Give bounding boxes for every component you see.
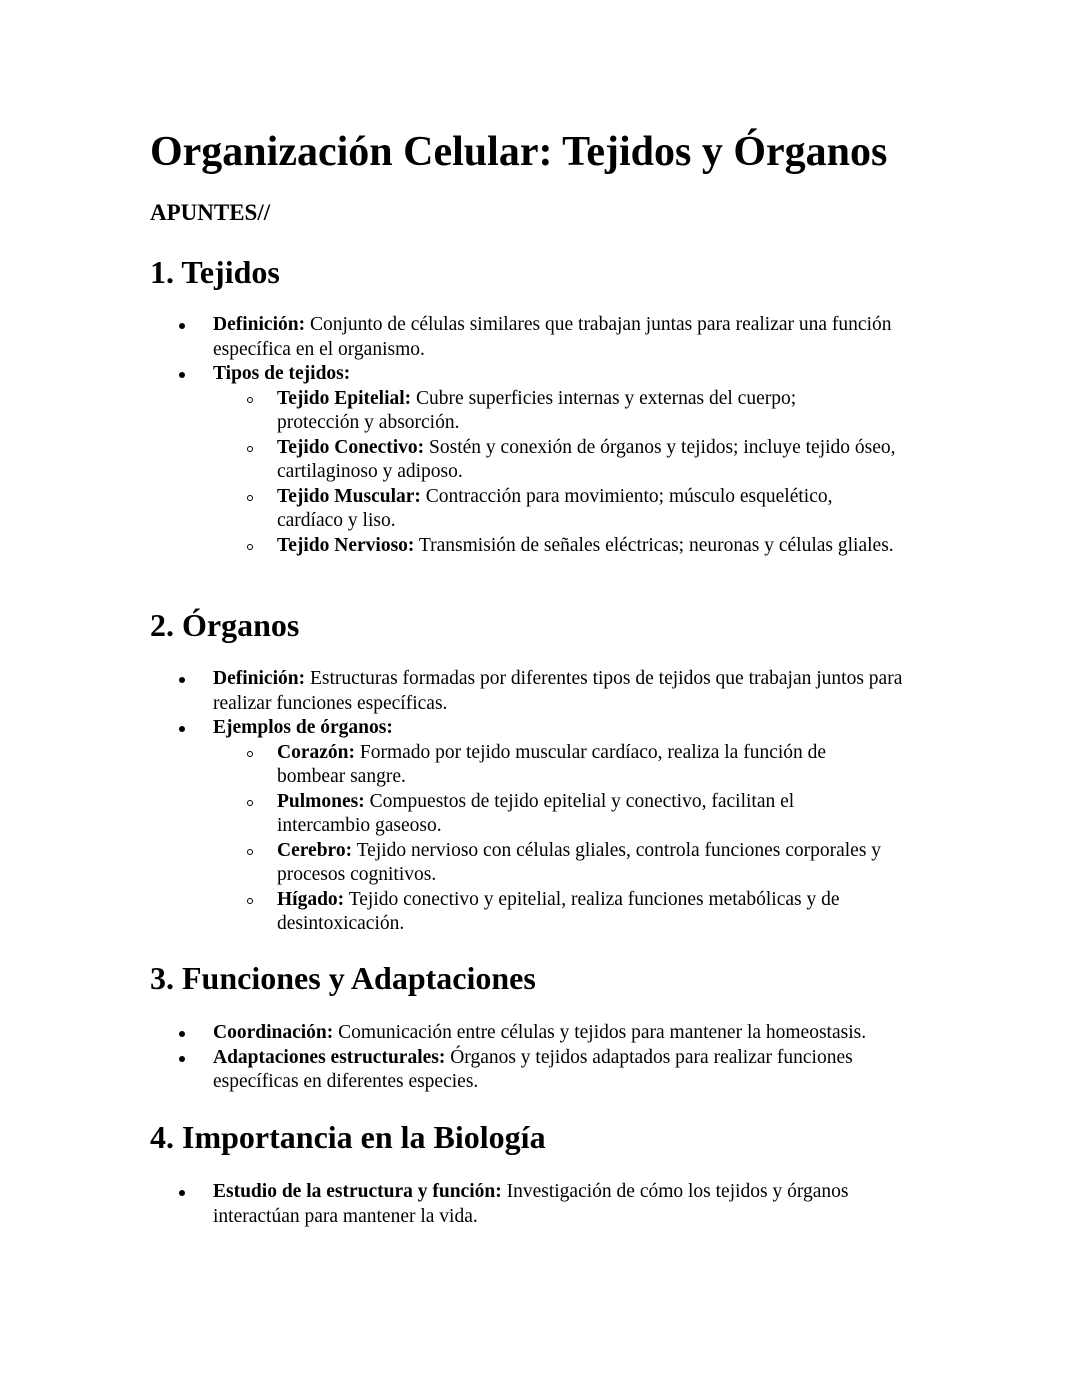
item-label: Tipos de tejidos: (213, 363, 351, 384)
section-heading: 3. Funciones y Adaptaciones (150, 960, 536, 996)
item-label: Coordinación: (213, 1022, 334, 1043)
bullet-icon (179, 1190, 185, 1196)
sub-list-item (150, 741, 887, 790)
item-label: Adaptaciones estructurales: (213, 1046, 446, 1068)
list-item (150, 362, 950, 558)
circle-bullet-icon (247, 397, 253, 403)
item-label: Definición: (213, 314, 306, 335)
item-label: Tejido Epitelial: (277, 387, 412, 409)
section-heading: 2. Órganos (150, 607, 300, 643)
list-item (150, 313, 913, 362)
page-subtitle: APUNTES// (150, 200, 271, 225)
item-text: Órganos y tejidos adaptados para realizar funciones específicas en diferentes especies. (213, 1046, 853, 1092)
page-title: Organización Celular: Tejidos y Órganos (150, 129, 888, 175)
item-label: Tejido Muscular: (277, 485, 421, 507)
item-text: Sostén y conexión de órganos y tejidos; incluye tejido óseo, cartilaginoso y adiposo. (277, 436, 896, 482)
section-funciones (150, 958, 950, 1095)
sub-list (213, 741, 950, 937)
item-text: Estructuras formadas por diferentes tipos de tejidos que trabajan juntos para realizar funciones específicas. (213, 668, 903, 714)
sub-list-item (150, 790, 857, 839)
circle-bullet-icon (247, 751, 253, 757)
section-importancia (150, 1117, 950, 1229)
bullet-icon (179, 1056, 185, 1062)
bullet-icon (179, 726, 185, 732)
sub-list-item (150, 436, 912, 485)
list-item (150, 667, 943, 716)
section-tejidos (150, 252, 950, 558)
item-label: Hígado: (277, 888, 345, 910)
list-item (150, 1046, 933, 1095)
list-item (150, 1180, 923, 1229)
circle-bullet-icon (247, 544, 253, 550)
sub-list-item (150, 485, 897, 534)
item-text: Transmisión de señales eléctricas; neuronas y células gliales. (414, 534, 894, 556)
item-text: Tejido nervioso con células gliales, controla funciones corporales y procesos cognitivos. (277, 839, 882, 885)
item-label: Definición: (213, 668, 306, 689)
item-text: Investigación de cómo los tejidos y órganos interactúan para mantener la vida. (213, 1181, 849, 1227)
circle-bullet-icon (247, 495, 253, 501)
bullet-list (150, 1021, 950, 1095)
bullet-icon (179, 323, 185, 329)
list-item (150, 1021, 973, 1046)
item-label: Estudio de la estructura y función: (213, 1181, 502, 1202)
bullet-icon (179, 1031, 185, 1037)
bullet-list (150, 1180, 950, 1229)
item-label: Pulmones: (277, 790, 365, 812)
item-label: Ejemplos de órganos: (213, 717, 393, 738)
circle-bullet-icon (247, 898, 253, 904)
sub-list-item (150, 534, 897, 559)
item-text: Cubre superficies internas y externas del cuerpo; protección y absorción. (277, 387, 797, 433)
circle-bullet-icon (247, 849, 253, 855)
circle-bullet-icon (247, 446, 253, 452)
sub-list (213, 387, 950, 559)
item-text: Comunicación entre células y tejidos para mantener la homeostasis. (333, 1022, 867, 1043)
bullet-icon (179, 677, 185, 683)
section-heading: 1. Tejidos (150, 254, 280, 290)
bullet-list (150, 667, 950, 937)
item-text: Tejido conectivo y epitelial, realiza funciones metabólicas y de desintoxicación. (277, 888, 840, 934)
item-text: Compuestos de tejido epitelial y conectivo, facilitan el intercambio gaseoso. (277, 790, 795, 836)
section-organos (150, 605, 950, 937)
item-text: Conjunto de células similares que trabajan juntas para realizar una función específica en el organismo. (213, 314, 892, 360)
item-label: Corazón: (277, 741, 355, 763)
item-text: Contracción para movimiento; músculo esquelético, cardíaco y liso. (277, 485, 833, 531)
sub-list-item (150, 888, 907, 937)
section-heading: 4. Importancia en la Biología (150, 1119, 546, 1155)
circle-bullet-icon (247, 800, 253, 806)
sub-list-item (150, 839, 937, 888)
bullet-list (150, 313, 950, 558)
bullet-icon (179, 372, 185, 378)
item-label: Cerebro: (277, 839, 353, 861)
sub-list-item (150, 387, 857, 436)
item-label: Tejido Conectivo: (277, 436, 425, 458)
list-item (150, 716, 950, 937)
item-text: Formado por tejido muscular cardíaco, realiza la función de bombear sangre. (277, 741, 827, 787)
item-label: Tejido Nervioso: (277, 534, 415, 556)
